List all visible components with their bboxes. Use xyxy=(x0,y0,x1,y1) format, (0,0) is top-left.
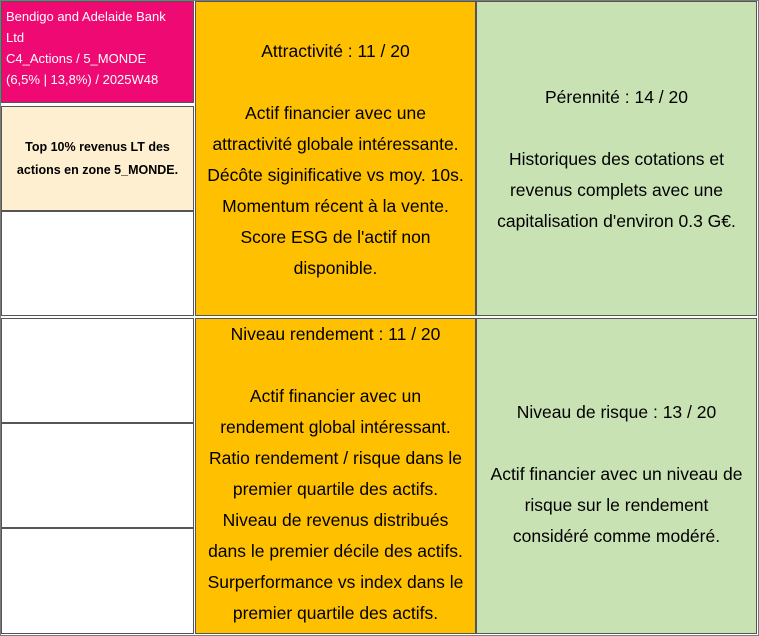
attractivite-score: Attractivité : 11 / 20 xyxy=(261,41,410,61)
perennite-line: revenus complets avec une xyxy=(509,180,724,200)
asset-category: C4_Actions / 5_MONDE xyxy=(6,51,147,66)
rendement-panel xyxy=(195,318,476,634)
rendement-line: Actif financier avec un xyxy=(249,386,422,406)
rendement-line: Ratio rendement / risque dans le xyxy=(209,448,462,468)
attractivite-line: Actif financier avec une xyxy=(245,103,426,123)
empty-cell-4 xyxy=(1,528,194,634)
rendement-line: premier quartile des actifs. xyxy=(232,603,439,623)
rendement-score: Niveau rendement : 11 / 20 xyxy=(230,324,441,344)
risque-line: Actif financier avec un niveau de xyxy=(490,464,743,484)
ranking-badge-cell xyxy=(1,106,194,211)
rendement-line: Surperformance vs index dans le xyxy=(207,572,464,592)
attractivite-panel xyxy=(195,1,476,316)
attractivite-line: Score ESG de l'actif non xyxy=(240,227,431,247)
ranking-badge-line-1: Top 10% revenus LT des xyxy=(25,139,170,154)
perennite-score: Pérennité : 14 / 20 xyxy=(544,87,689,107)
perennite-line: capitalisation d'environ 0.3 G€. xyxy=(497,211,736,231)
asset-name-line-1: Bendigo and Adelaide Bank xyxy=(6,9,166,24)
attractivite-line: disponible. xyxy=(293,258,378,278)
asset-stats: (6,5% | 13,8%) / 2025W48 xyxy=(6,72,159,87)
risque-panel xyxy=(476,318,757,634)
empty-cell-3 xyxy=(1,423,194,528)
attractivite-line: Décôte siginificative vs moy. 10s. xyxy=(207,165,464,185)
risque-line: risque sur le rendement xyxy=(524,495,709,515)
ranking-badge-line-2: actions en zone 5_MONDE. xyxy=(16,162,179,177)
rendement-line: Niveau de revenus distribués xyxy=(222,510,449,530)
rendement-line: dans le premier décile des actifs. xyxy=(208,541,463,561)
rendement-line: rendement global intéressant. xyxy=(220,417,451,437)
empty-cell-1 xyxy=(1,211,194,316)
empty-cell-2 xyxy=(1,318,194,423)
attractivite-line: attractivité globale intéressante. xyxy=(212,134,459,154)
perennite-line: Historiques des cotations et xyxy=(509,149,724,169)
rendement-line: premier quartile des actifs. xyxy=(232,479,439,499)
attractivite-line: Momentum récent à la vente. xyxy=(222,196,449,216)
risque-score: Niveau de risque : 13 / 20 xyxy=(516,402,717,422)
perennite-panel xyxy=(476,1,757,316)
risque-line: considéré comme modéré. xyxy=(512,526,721,546)
asset-title-cell xyxy=(1,1,194,103)
asset-name-line-2: Ltd xyxy=(6,30,25,45)
